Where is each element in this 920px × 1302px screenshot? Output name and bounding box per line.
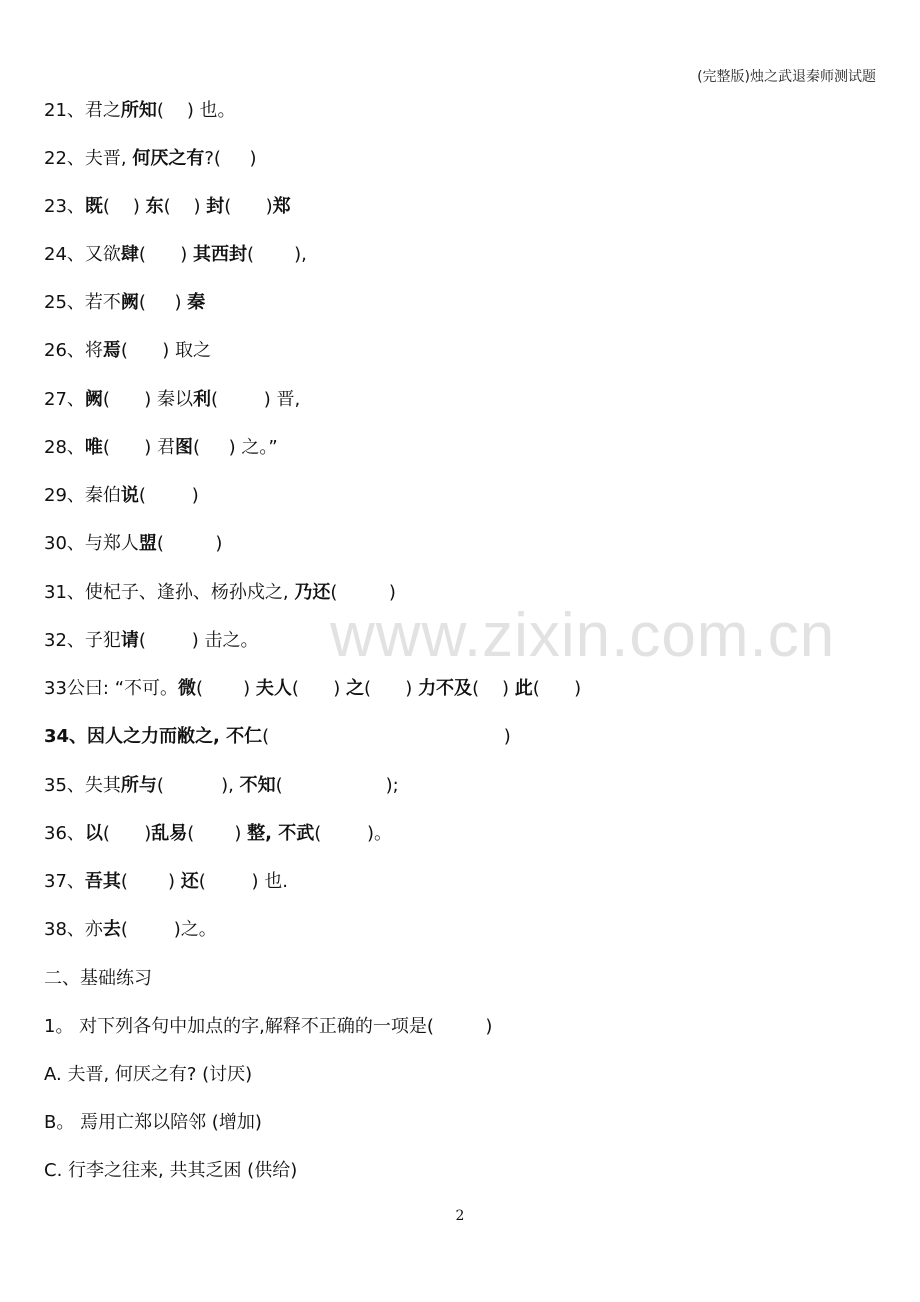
question-line [44,726,511,748]
text-segment: ( ) [138,292,188,313]
emphasized-text: 所知 [120,100,157,121]
text-segment: 二、基础练习 [44,968,152,989]
emphasized-text: 不知 [239,775,276,796]
emphasized-text: 整, 不武 [247,823,315,844]
emphasized-text: 唯 [84,437,103,458]
section-heading [44,968,152,990]
question-line [44,1016,492,1038]
text-segment: 27、 [44,389,85,410]
text-segment: ( ) [262,726,511,747]
question-line [44,292,205,314]
question-line [44,533,222,555]
emphasized-text: 东 [145,196,164,217]
emphasized-text: 乱易 [151,823,188,844]
emphasized-text: 焉 [102,340,121,361]
question-line [44,1064,252,1086]
text-segment: ( ) [291,678,346,699]
text-segment: 38、亦 [44,919,103,940]
text-segment: 1。 对下列各句中加点的字,解释不正确的一项是( ) [44,1016,493,1037]
text-segment: ( ) [224,196,273,217]
text-segment: 32、子犯 [44,630,121,651]
text-segment: 33公曰: “不可。 [44,678,179,699]
question-line [44,919,217,941]
emphasized-text: 秦 [187,292,206,313]
text-segment: 35、失其 [44,775,121,796]
question-line [44,244,307,266]
question-line [44,775,399,797]
emphasized-text: 力不及 [418,678,473,699]
text-segment: 31、使杞子、逢孙、杨孙戍之, [44,582,295,603]
text-segment: ( ) [472,678,515,699]
text-segment: 22、夫晋, [44,148,133,169]
text-segment: ( ) [138,485,199,506]
emphasized-text: 之 [345,678,364,699]
watermark: www.zixin.com.cn [330,601,836,670]
question-line [44,485,199,507]
emphasized-text: 何厌之有 [132,148,205,169]
question-line [44,148,257,170]
text-segment: ( ); [275,775,399,796]
text-segment: ?( ) [204,148,257,169]
text-segment: ( ) [138,244,194,265]
emphasized-text: 既 [84,196,103,217]
emphasized-text: 其西封 [193,244,248,265]
emphasized-text: 夫人 [255,678,292,699]
emphasized-text: 微 [178,678,197,699]
text-segment: ( ) 秦以 [102,389,194,410]
emphasized-text: 说 [120,485,139,506]
text-segment: 21、君之 [44,100,121,121]
text-segment: ( ) 晋, [211,389,301,410]
text-segment: ( ) [163,196,207,217]
question-line [44,196,291,218]
text-segment: ( ) 也。 [156,100,236,121]
question-line [44,1160,297,1182]
text-segment: ( ) [196,678,256,699]
text-segment: ( ) 击之。 [138,630,259,651]
text-segment: C. 行李之往来, 共其乏困 (供给) [44,1160,298,1181]
text-segment: ( ) [187,823,248,844]
text-segment: 28、 [44,437,85,458]
text-segment: ( ) [120,871,181,892]
text-segment: ( ) 君 [102,437,176,458]
question-line [44,100,236,122]
text-segment: B。 焉用亡郑以陪邻 (增加) [44,1112,262,1133]
emphasized-text: 所与 [120,775,157,796]
emphasized-text: 图 [175,437,194,458]
text-segment: ( ) [532,678,582,699]
emphasized-text: 请 [120,630,139,651]
emphasized-text: 去 [102,919,121,940]
question-line [44,1112,262,1134]
emphasized-text: 郑 [272,196,291,217]
text-segment: ( ) [102,196,146,217]
emphasized-text: 封 [206,196,225,217]
text-segment: ( ) [156,533,223,554]
question-line [44,871,288,893]
emphasized-text: 阙 [120,292,139,313]
question-line [44,340,211,362]
question-line [44,437,278,459]
text-segment: A. 夫晋, 何厌之有? (讨厌) [44,1064,253,1085]
text-segment: ( ) [330,582,396,603]
text-segment: ( )。 [314,823,393,844]
emphasized-text: 阙 [84,389,103,410]
text-segment: ( ) [363,678,419,699]
question-line [44,678,581,700]
text-segment: 36、 [44,823,85,844]
question-line [44,630,258,652]
emphasized-text: 盟 [138,533,157,554]
text-segment: ( )之。 [120,919,217,940]
emphasized-text: 乃还 [294,582,331,603]
text-segment: ( ) 取之 [120,340,212,361]
emphasized-text: 以 [84,823,103,844]
text-segment: ( ) 也. [198,871,288,892]
text-segment: 23、 [44,196,85,217]
question-line [44,389,300,411]
emphasized-text: 还 [180,871,199,892]
text-segment: ( ), [156,775,240,796]
emphasized-text: 吾其 [84,871,121,892]
page-number: 2 [455,1208,465,1224]
emphasized-text: 此 [514,678,533,699]
text-segment: ( ) [102,823,152,844]
emphasized-text: 34、因人之力而敝之, 不仁 [44,726,263,747]
text-segment: 25、若不 [44,292,121,313]
text-segment: 30、与郑人 [44,533,139,554]
document-header: (完整版)烛之武退秦师测试题 [697,69,876,85]
text-segment: 29、秦伯 [44,485,121,506]
text-segment: 37、 [44,871,85,892]
text-segment: ( ), [247,244,307,265]
emphasized-text: 肆 [120,244,139,265]
text-segment: 24、又欲 [44,244,121,265]
text-segment: 26、将 [44,340,103,361]
emphasized-text: 利 [193,389,212,410]
text-segment: ( ) 之。” [193,437,278,458]
question-line [44,823,392,845]
